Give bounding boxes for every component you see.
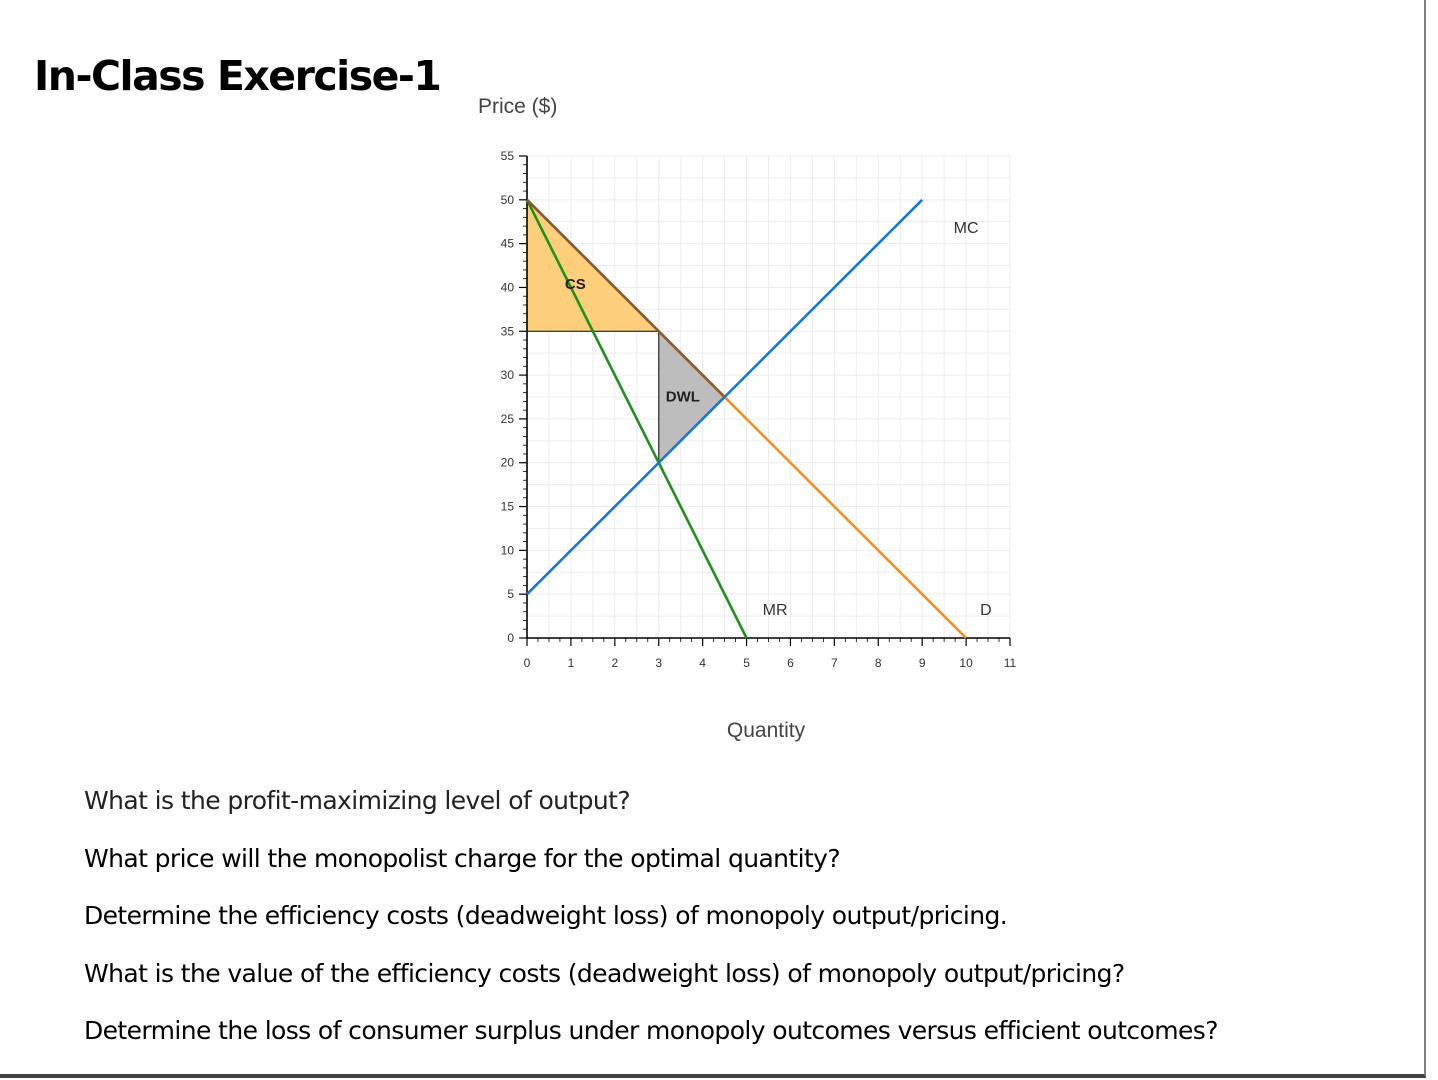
- x-tick-label: 2: [611, 656, 619, 670]
- y-tick-label: 45: [500, 236, 514, 251]
- annotation-d: D: [980, 602, 992, 620]
- y-tick-label: 10: [500, 543, 514, 558]
- y-tick-label: 20: [500, 455, 514, 470]
- x-tick-label: 3: [655, 656, 663, 670]
- y-axis-label: Price ($): [478, 95, 558, 118]
- question-2: What price will the monopolist charge for the optimal quantity?: [84, 843, 841, 873]
- y-tick-label: 40: [500, 280, 514, 295]
- annotation-cs: CS: [564, 276, 586, 294]
- question-5: Determine the loss of consumer surplus under monopoly outcomes versus efficient outcomes?: [84, 1016, 1218, 1045]
- y-tick-label: 35: [500, 324, 514, 339]
- x-tick-label: 11: [1003, 656, 1017, 670]
- y-tick-label: 55: [500, 149, 514, 163]
- x-tick-label: 1: [567, 656, 575, 670]
- x-tick-label: 8: [874, 656, 882, 670]
- y-tick-label: 25: [500, 411, 514, 426]
- question-list: [84, 772, 1414, 1060]
- annotation-mc: MC: [953, 220, 979, 238]
- y-tick-label: 30: [500, 368, 514, 383]
- y-tick-label: 50: [500, 192, 514, 207]
- y-tick-label: 0: [507, 631, 514, 645]
- slide-title: In-Class Exercise-1: [34, 52, 441, 100]
- x-tick-label: 10: [959, 656, 973, 670]
- question-3: Determine the efficiency costs (deadweight loss) of monopoly output/pricing.: [84, 901, 1008, 930]
- question-4: What is the value of the efficiency costs (deadweight loss) of monopoly output/pricing?: [84, 958, 1125, 988]
- x-tick-label: 9: [918, 656, 926, 670]
- annotation-mr: MR: [762, 602, 788, 620]
- x-tick-label: 5: [743, 656, 750, 670]
- y-tick-label: 15: [500, 499, 514, 514]
- x-axis-label: Quantity: [726, 719, 806, 742]
- x-tick-label: 6: [787, 656, 794, 670]
- x-tick-label: 7: [831, 656, 838, 670]
- x-tick-label: 4: [699, 656, 706, 670]
- question-1: What is the profit-maximizing level of output?: [84, 786, 630, 815]
- annotation-dwl: DWL: [665, 388, 700, 406]
- x-tick-label: 0: [523, 656, 531, 670]
- y-tick-label: 5: [507, 587, 514, 602]
